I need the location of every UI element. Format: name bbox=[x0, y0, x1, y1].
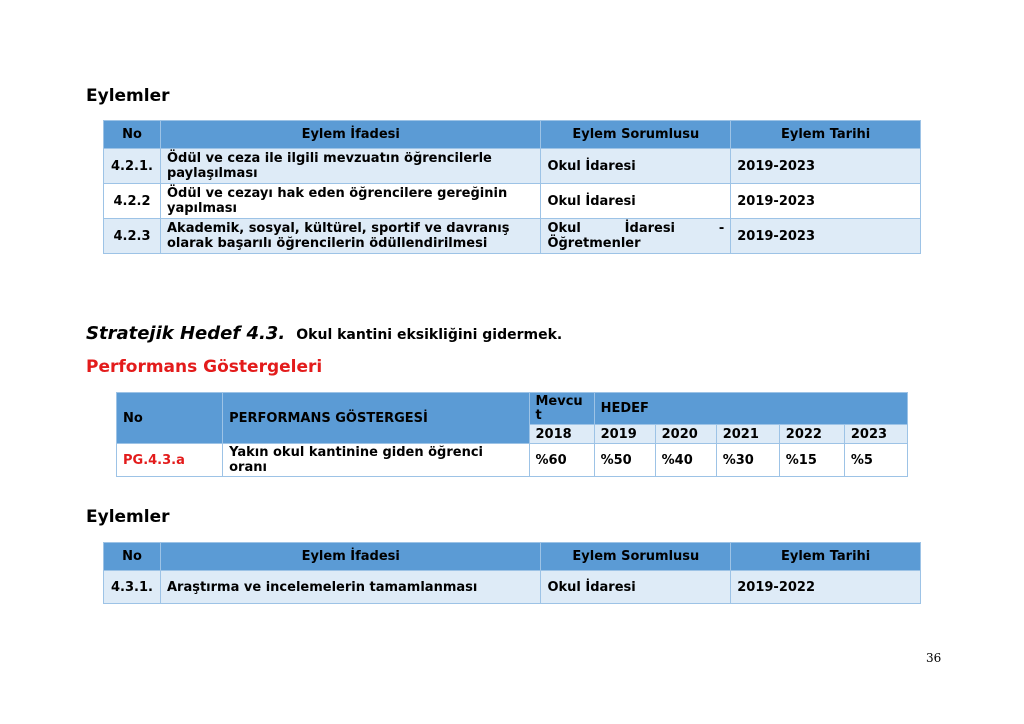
year-2021: 2021 bbox=[716, 425, 779, 444]
strategic-goal bbox=[86, 323, 562, 344]
value-2019: %50 bbox=[594, 444, 655, 477]
cell-sorumlu bbox=[541, 219, 731, 254]
cell-ifade: Ödül ve cezayı hak eden öğrencilere gereğinin yapılması bbox=[160, 184, 540, 219]
indicator-code: PG.4.3.a bbox=[117, 444, 223, 477]
perf-header-no: No bbox=[117, 393, 223, 444]
year-2020: 2020 bbox=[655, 425, 716, 444]
indicator-text: Yakın okul kantinine giden öğrenci oranı bbox=[223, 444, 529, 477]
page-number: 36 bbox=[926, 651, 942, 665]
cell-tarih: 2019-2023 bbox=[731, 219, 921, 254]
cell-ifade: Akademik, sosyal, kültürel, sportif ve davranış olarak başarılı öğrencilerin ödüllendirilmesi bbox=[160, 219, 540, 254]
sorumlu-part: - bbox=[718, 221, 725, 236]
col-header-sorumlu: Eylem Sorumlusu bbox=[541, 121, 731, 149]
year-2018: 2018 bbox=[529, 425, 594, 444]
cell-sorumlu: Okul İdaresi bbox=[541, 184, 731, 219]
col-header-sorumlu: Eylem Sorumlusu bbox=[541, 543, 731, 571]
cell-ifade: Araştırma ve incelemelerin tamamlanması bbox=[160, 571, 540, 604]
sorumlu-part: Okul bbox=[547, 221, 581, 236]
cell-no: 4.2.3 bbox=[104, 219, 161, 254]
sorumlu-part: İdaresi bbox=[624, 221, 676, 236]
cell-tarih: 2019-2022 bbox=[731, 571, 921, 604]
cell-no: 4.2.2 bbox=[104, 184, 161, 219]
perf-header-indicator: PERFORMANS GÖSTERGESİ bbox=[223, 393, 529, 444]
year-2023: 2023 bbox=[844, 425, 907, 444]
cell-sorumlu: Okul İdaresi bbox=[541, 571, 731, 604]
perf-header-target: HEDEF bbox=[594, 393, 907, 425]
col-header-tarih: Eylem Tarihi bbox=[731, 543, 921, 571]
value-2021: %30 bbox=[716, 444, 779, 477]
cell-tarih: 2019-2023 bbox=[731, 149, 921, 184]
col-header-no: No bbox=[104, 543, 161, 571]
sorumlu-part: Öğretmenler bbox=[547, 236, 641, 251]
col-header-no: No bbox=[104, 121, 161, 149]
year-2022: 2022 bbox=[779, 425, 844, 444]
value-2022: %15 bbox=[779, 444, 844, 477]
col-header-ifade: Eylem İfadesi bbox=[160, 121, 540, 149]
table-row bbox=[104, 571, 921, 604]
table-row bbox=[104, 219, 921, 254]
cell-tarih: 2019-2023 bbox=[731, 184, 921, 219]
col-header-tarih: Eylem Tarihi bbox=[731, 121, 921, 149]
strategic-goal-description: Okul kantini eksikliğini gidermek. bbox=[296, 327, 563, 343]
actions-table-1 bbox=[103, 120, 921, 254]
strategic-goal-title: Stratejik Hedef 4.3. bbox=[86, 323, 286, 344]
year-2019: 2019 bbox=[594, 425, 655, 444]
cell-no: 4.3.1. bbox=[104, 571, 161, 604]
section-heading-eylemler-1: Eylemler bbox=[86, 86, 170, 106]
perf-header-current: Mevcut bbox=[529, 393, 594, 425]
performance-table bbox=[116, 392, 908, 477]
actions-table-2 bbox=[103, 542, 921, 604]
section-heading-eylemler-2: Eylemler bbox=[86, 507, 170, 527]
col-header-ifade: Eylem İfadesi bbox=[160, 543, 540, 571]
cell-ifade: Ödül ve ceza ile ilgili mevzuatın öğrencilerle paylaşılması bbox=[160, 149, 540, 184]
value-2020: %40 bbox=[655, 444, 716, 477]
value-2023: %5 bbox=[844, 444, 907, 477]
cell-sorumlu: Okul İdaresi bbox=[541, 149, 731, 184]
cell-no: 4.2.1. bbox=[104, 149, 161, 184]
table-row bbox=[104, 184, 921, 219]
value-2018: %60 bbox=[529, 444, 594, 477]
table-row bbox=[117, 444, 908, 477]
performance-heading: Performans Göstergeleri bbox=[86, 357, 323, 377]
table-row bbox=[104, 149, 921, 184]
